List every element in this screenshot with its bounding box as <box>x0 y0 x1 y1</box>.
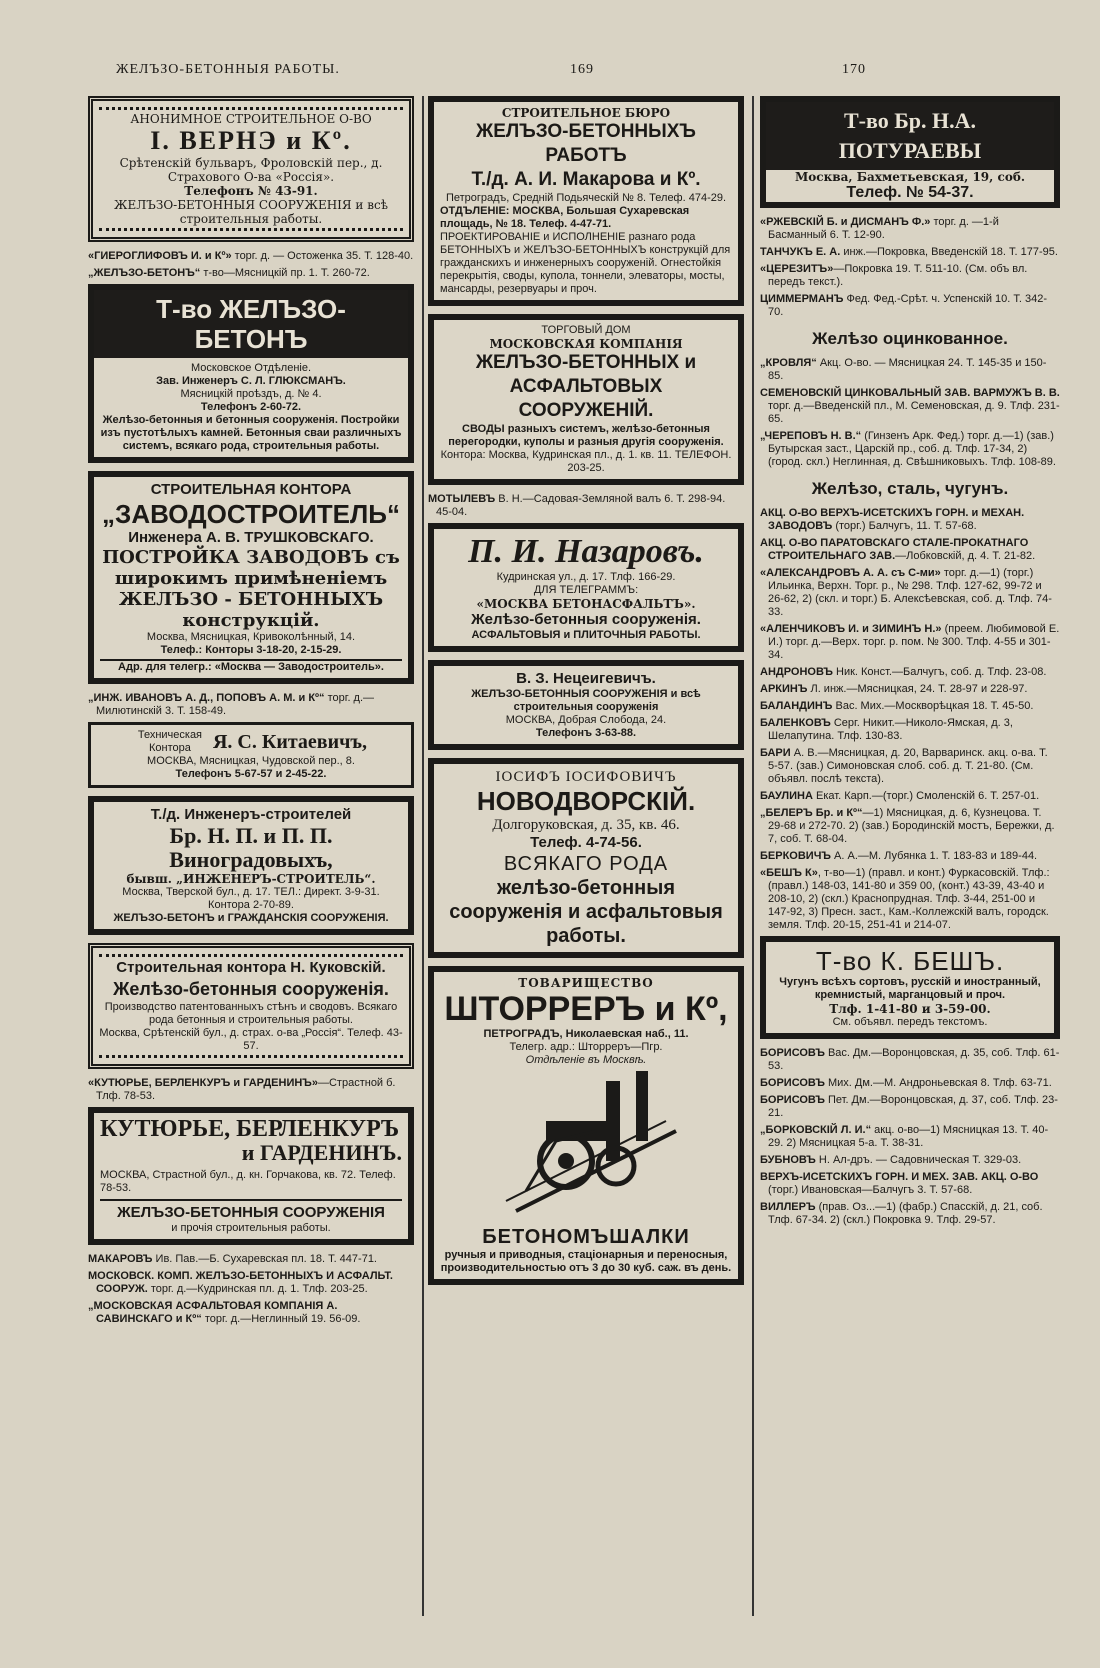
list-item: АКЦ. О-ВО ВЕРХЪ-ИСЕТСКИХЪ ГОРН. и МЕХАН. ЗАВОДОВЪ (торг.) Балчугъ, 11. Т. 57-68. <box>760 507 1025 532</box>
ad-line: СТРОИТЕЛЬНОЕ БЮРО <box>501 106 671 120</box>
ad-line: АНОНИМНОЕ СТРОИТЕЛЬНОЕ О-ВО <box>130 112 372 126</box>
ad-line: и прочія строительныя работы. <box>171 1222 331 1234</box>
ad-line: АСФАЛЬТОВЫЯ и ПЛИТОЧНЫЯ РАБОТЫ. <box>471 629 701 641</box>
ad-line: ЖЕЛЪЗО-БЕТОННЫЯ СООРУЖЕНІЯ <box>100 1199 402 1222</box>
ad-company-name: Я. С. Китаевичъ, <box>212 731 368 753</box>
ad-address: Долгоруковская, д. 35, кв. 46. <box>492 817 680 833</box>
ad-company-name: „ЗАВОДОСТРОИТЕЛЬ“ <box>102 499 400 529</box>
ornament-border <box>99 954 403 957</box>
ornament-border <box>99 228 403 231</box>
list-item: МОСКОВСК. КОМП. ЖЕЛЪЗО-БЕТОННЫХЪ И АСФАЛЬТ. СООРУЖ. торг. д.—Кудринская пл. д. 1. Тлф. 203-25. <box>88 1270 393 1295</box>
ad-company-name: КУТЮРЬЕ, БЕРЛЕНКУРЪ <box>100 1116 400 1142</box>
list-item: СЕМЕНОВСКІЙ ЦИНКОВАЛЬНЫЙ ЗАВ. ВАРМУЖЪ В. В. торг. д.—Введенскій пл., М. Семеновская, д. 9. Тлф. 231-65. <box>760 387 1060 425</box>
ad-line: ТОВАРИЩЕСТВО <box>518 976 654 990</box>
running-title: ЖЕЛЪЗО-БЕТОННЫЯ РАБОТЫ. <box>116 62 340 77</box>
ad-phone: Телефонъ № 43-91. <box>184 184 318 198</box>
ad-phone: Телеф. № 54-37. <box>846 184 974 201</box>
ad-novodvorsky <box>428 758 744 958</box>
concrete-mixer-illustration <box>486 1071 686 1221</box>
column-3 <box>760 96 1060 1231</box>
ad-line: ЖЕЛЪЗО-БЕТОННЫЯ СООРУЖЕНІЯ и всѣ строительныя работы. <box>114 198 388 226</box>
ad-description: ручныя и приводныя, стаціонарныя и переносныя, производительностью отъ 3 до 30 куб. саж. въ день. <box>440 1249 732 1274</box>
ad-telegram: «МОСКВА БЕТОНАСФАЛЬТЪ». <box>476 597 696 611</box>
ad-address: Москва, Тверской бул., д. 17. ТЕЛ.: Директ. 3-9-31. Контора 2-70-89. <box>122 886 380 911</box>
ad-address: ОТДЪЛЕНІЕ: МОСКВА, Большая Сухаревская площадь, № 18. Телеф. 4-47-71. <box>440 205 690 230</box>
ad-description: СВОДЫ разныхъ системъ, желѣзо-бетонныя перегородки, куполы и разныя другія сооруженія. <box>448 423 724 448</box>
ad-description: ЖЕЛЪЗО-БЕТОННЫЯ СООРУЖЕНІЯ и всѣ строительныя сооруженія <box>471 688 701 713</box>
ad-company-name: АСФАЛЬТОВЫХ СООРУЖЕНІЙ. <box>509 376 663 421</box>
list-item: „ЖЕЛЪЗО-БЕТОНЪ“ т-во—Мясницкій пр. 1. Т. 260-72. <box>88 267 370 279</box>
list-item: БАРИ А. В.—Мясницкая, д. 20, Варваринск. акц. о-ва. Т. 5-57. (зав.) Симоновская слоб. соб. д. Т. 21-80. (См. объявл. послѣ текста). <box>760 747 1048 785</box>
ad-description: ПОСТРОЙКА ЗАВОДОВЪ съ широкимъ примѣненіемъ ЖЕЛЪЗО - БЕТОННЫХЪ конструкцій. <box>102 547 400 631</box>
ad-company-name: Бр. Н. П. и П. П. Виноградовыхъ, <box>169 823 333 872</box>
ad-besh <box>760 936 1060 1039</box>
list-item: „ИНЖ. ИВАНОВЪ А. Д., ПОПОВЪ А. М. и Кº“ торг. д.—Милютинскій 3. Т. 158-49. <box>88 692 375 717</box>
list-item: «АЛЕНЧИКОВЪ И. и ЗИМИНЪ Н.» (преем. Любимовой Е. И.) торг. д.—Верх. торг. р. пом. № 300. Тлф. 4-55 и 301-34. <box>760 623 1060 661</box>
ornament-border <box>99 1055 403 1058</box>
ad-description: ПРОЕКТИРОВАНІЕ и ИСПОЛНЕНІЕ разнаго рода БЕТОННЫХЪ и ЖЕЛЪЗО-БЕТОННЫХЪ конструкцій для гражданскихъ и инженерныхъ сооруженій. Огнестойкія перекрытія, своды, купола, тоннели, элеваторы, мосты, мансарды, резервуары и проч. <box>440 231 731 295</box>
column-rule <box>422 96 424 1616</box>
ad-line: СТРОИТЕЛЬНАЯ КОНТОРА <box>150 481 352 498</box>
ornament-border <box>99 107 403 110</box>
ad-company-name: НОВОДВОРСКІЙ. <box>476 786 696 816</box>
ad-moscow-company <box>428 314 744 485</box>
ad-netseigevich <box>428 660 744 750</box>
list-item: АКЦ. О-ВО ПАРАТОВСКАГО СТАЛЕ-ПРОКАТНАГО СТРОИТЕЛЬНАГО ЗАВ.—Лобковскій, д. 4. Т. 21-82. <box>760 537 1036 562</box>
ad-verne <box>88 96 414 242</box>
ad-address: Москва, Бахметьевская, 19, соб. <box>794 170 1026 184</box>
list-item: АРКИНЪ Л. инж.—Мясницкая, 24. Т. 28-97 и 228-97. <box>760 683 1028 695</box>
list-item: БОРИСОВЪ Пет. Дм.—Воронцовская, д. 37, соб. Тлф. 23-21. <box>760 1094 1058 1119</box>
page-number-right: 170 <box>842 62 866 77</box>
list-item: БАУЛИНА Екат. Карп.—(торг.) Смоленскій 6. Т. 257-01. <box>760 790 1040 802</box>
ad-line: ЖЕЛЪЗО-БЕТОННЫХЪ РАБОТЪ <box>476 121 696 166</box>
ad-description: Чугунъ всѣхъ сортовъ, русскій и иностранный, кремнистый, марганцовый и проч. <box>779 976 1041 1001</box>
ad-address: ПЕТРОГРАДЪ, Николаевская наб., 11. <box>483 1028 689 1040</box>
ad-company-name: ШТОРРЕРЪ и Кº, <box>444 990 728 1028</box>
list-item: „БОРКОВСКІЙ Л. И.“ акц. о-во—1) Мясницкая 13. Т. 40-29. 2) Мясницкая 5-а. Т. 38-31. <box>760 1124 1049 1149</box>
ad-description: ЖЕЛЪЗО-БЕТОНЪ и ГРАЖДАНСКІЯ СООРУЖЕНІЯ. <box>113 912 389 924</box>
list-item: БЕРКОВИЧЪ А. А.—М. Лубянка 1. Т. 183-83 и 189-44. <box>760 850 1038 862</box>
ad-line: Техническая Контора <box>137 729 203 754</box>
list-item: ТАНЧУКЪ Е. А. инж.—Покровка, Введенскій 18. Т. 177-95. <box>760 246 1058 258</box>
list-item: „БЕЛЕРЪ Бр. и Кº“—1) Мясницкая, д. 6, Кузнецова. Т. 29-68 и 272-70. 2) (зав.) Бородинскій мостъ, Бережки, д. 7, соб. Т. 68-04. <box>760 807 1055 845</box>
column-1 <box>88 96 414 1330</box>
ad-line: Инженера А. В. ТРУШКОВСКАГО. <box>128 529 374 546</box>
ad-zavodostroitel <box>88 471 414 684</box>
ad-address: Контора: Москва, Кудринская пл., д. 1. кв. 11. ТЕЛЕФОН. 203-25. <box>440 449 732 474</box>
section-heading: Желѣзо оцинкованное. <box>812 329 1008 348</box>
list-item: БАЛЕНКОВЪ Серг. Никит.—Николо-Ямская, д. 3, Шелапутина. Тлф. 130-83. <box>760 717 1013 742</box>
ad-line: Т./д. Инженеръ-строителей <box>150 806 352 823</box>
ad-line: Желѣзо-бетонныя сооруженія. <box>113 979 389 999</box>
list-item: БОРИСОВЪ Вас. Дм.—Воронцовская, д. 35, соб. Тлф. 61-53. <box>760 1047 1060 1072</box>
ad-address: МОСКВА, Страстной бул., д. кн. Горчакова, кв. 72. Телеф. 78-53. <box>100 1169 396 1194</box>
ad-description: Желѣзо-бетонныя и бетонныя сооруженія. Постройки изъ пустотѣлыхъ камней. Бетонныя сваи различныхъ системъ, всякаго рода, строительныя работы. <box>100 414 402 452</box>
ad-address: МОСКВА, Добрая Слобода, 24. <box>505 714 667 726</box>
ad-address: Мясницкій проѣздъ, д. № 4. <box>180 388 322 400</box>
ad-line: МОСКОВСКАЯ КОМПАНІЯ <box>489 337 683 351</box>
ad-phone: Телефонъ 5-67-57 и 2-45-22. <box>175 768 327 780</box>
ad-line: ТОРГОВЫЙ ДОМ <box>541 324 631 336</box>
list-item: БОРИСОВЪ Мих. Дм.—М. Андроньевская 8. Тлф. 63-71. <box>760 1077 1052 1089</box>
ad-kitaevich <box>88 722 414 788</box>
ad-address: Москва, Срѣтенскій бул., д. страх. о-ва „Россія“. Телеф. 43-57. <box>99 1027 403 1052</box>
list-item: «ЦЕРЕЗИТЪ»—Покровка 19. Т. 511-10. (См. объ вл. передъ текст.). <box>760 263 1028 288</box>
ad-kuturie <box>88 1107 414 1245</box>
ad-address: Москва, Мясницкая, Кривоколѣнный, 14. <box>146 631 356 643</box>
ad-telegram: Телегр. адр.: Штоpреръ—Пгр. <box>509 1041 663 1053</box>
ad-company-name: П. И. Назаровъ. <box>468 533 704 570</box>
list-item: „КРОВЛЯ“ Акц. О-во. — Мясницкая 24. Т. 145-35 и 150-85. <box>760 357 1047 382</box>
ad-vinogradovy <box>88 796 414 935</box>
list-item: БУБНОВЪ Н. Ал-дръ. — Садовническая Т. 329-03. <box>760 1154 1022 1166</box>
ad-poturaevy <box>760 96 1060 208</box>
ad-company-name: ЖЕЛЪЗО-БЕТОННЫХ и <box>475 352 697 373</box>
ad-storrer <box>428 966 744 1285</box>
list-item: «РЖЕВСКІЙ Б. и ДИСМАНЪ Ф.» торг. д. —1-й Басманный 6. Т. 12-90. <box>760 216 999 241</box>
ad-line: Желѣзо-бетонныя сооруженія. <box>471 611 701 628</box>
ad-line: бывш. „ИНЖЕНЕРЪ-СТРОИТЕЛЬ“. <box>126 872 376 886</box>
ad-line: ІОСИФЪ ІОСИФОВИЧЪ <box>495 769 677 785</box>
ad-makarov <box>428 96 744 306</box>
ad-line: Московское Отдѣленіе. <box>190 362 312 374</box>
ad-address: Петроградъ, Средній Подьяческій № 8. Телеф. 474-29. <box>445 192 727 204</box>
ad-line: Зав. Инженеръ С. Л. ГЛЮКСМАНЪ. <box>156 375 346 387</box>
ad-company-name: Строительная контора Н. Куковскій. <box>116 959 386 976</box>
ad-line: БЕТОНОМЪШАЛКИ <box>482 1226 690 1248</box>
ad-company-name: Т-во Бр. Н.А. ПОТУРАЕВЫ <box>766 102 1054 170</box>
list-item: АНДРОНОВЪ Ник. Конст.—Балчугъ, соб. д. Тлф. 23-08. <box>760 666 1047 678</box>
list-item: МАКАРОВЪ Ив. Пав.—Б. Сухаревская пл. 18. Т. 447-71. <box>88 1253 377 1265</box>
list-item: «АЛЕКСАНДРОВЪ А. А. съ С-ми» торг. д.—1) (торг.) Ильинка, Верхн. Торг. р., № 298. Тлф. 127-62, 99-72 и 26-62, 2) (скл. и торг.) Б. Алексѣевская, соб. д. Тлф. 74-33. <box>760 567 1052 618</box>
ad-line: См. объявл. передъ текстомъ. <box>832 1016 988 1028</box>
ad-company-name: и ГАРДЕНИНЪ. <box>241 1140 402 1165</box>
ad-phone: Телефонъ 2-60-72. <box>200 401 302 413</box>
list-item: „МОСКОВСКАЯ АСФАЛЬТОВАЯ КОМПАНІЯ А. САВИНСКАГО и Кº“ торг. д.—Неглинный 19. 56-09. <box>88 1300 361 1325</box>
ad-line: Отдѣленіе въ Москвѣ. <box>525 1054 647 1066</box>
ad-phone: Тлф. 1-41-80 и 3-59-00. <box>829 1002 991 1016</box>
ad-company-name: Т-во ЖЕЛЪЗО-БЕТОНЪ <box>94 290 408 358</box>
ad-line: ВСЯКАГО РОДА <box>503 853 669 875</box>
section-heading: Желѣзо, сталь, чугунъ. <box>811 479 1009 498</box>
list-item: ВЕРХЪ-ИСЕТСКИХЪ ГОРН. И МЕХ. ЗАВ. АКЦ. О-ВО (торг.) Ивановская—Балчугъ 3. Т. 57-68. <box>760 1171 1039 1196</box>
list-item: «БЕШЪ К», т-во—1) (правл. и конт.) Фуркасовскій. Тлф.: (правл.) 148-03, 141-80 и 359 00, (конт.) 43-39, 43-40 и 208-10, 2) (скл.) Краснопрудная. Тлф. 3-44, 251-00 и 147-92, 3) Пресн. заст., Кам.-Коллежскій валъ, городск. земля. Тлф. 20-15, 251-41 и 214-07. <box>760 867 1050 931</box>
ad-address: Кудринская ул., д. 17. Тлф. 166-29. <box>496 571 676 583</box>
list-item: «ГИЕРОГЛИФОВЪ И. и Кº» торг. д. — Остоженка 35. Т. 128-40. <box>88 250 414 262</box>
ad-company-name: Т-во К. БЕШЪ. <box>815 946 1005 976</box>
column-2 <box>428 96 744 1293</box>
ad-company-name: Т./д. А. И. Макарова и Кº. <box>471 169 701 190</box>
page-number-left: 169 <box>570 62 594 77</box>
list-item: МОТЫЛЕВЪ В. Н.—Садовая-Земляной валъ 6. Т. 298-94. 45-04. <box>428 493 726 518</box>
ad-description: желѣзо-бетонныя сооруженія и асфальтовыя работы. <box>449 877 723 947</box>
ad-address: Срѣтенскій бульваръ, Фроловскій пер., д. Страхового О-ва «Россія». <box>119 156 383 184</box>
ad-company-name: I. ВЕРНЭ и Кº. <box>150 126 352 155</box>
ad-kukovsky <box>88 943 414 1069</box>
ad-nazarov <box>428 523 744 652</box>
list-item: ЦИММЕРМАНЪ Фед. Фед.-Срѣт. ч. Успенскій 10. Т. 342-70. <box>760 293 1048 318</box>
ad-company-name: В. З. Нецеигевичъ. <box>516 670 656 687</box>
column-rule <box>752 96 754 1616</box>
ad-zhelezo-beton <box>88 284 414 463</box>
list-item: БАЛАНДИНЪ Вас. Мих.—Москворѣцкая 18. Т. 45-50. <box>760 700 1034 712</box>
ad-line: ДЛЯ ТЕЛЕГРАММЪ: <box>533 584 639 596</box>
list-item: ВИЛЛЕРЪ (прав. Оз...—1) (фабр.) Спасскій, д. 21, соб. Тлф. 67-34. 2) (скл.) Покровка 9. Тлф. 29-57. <box>760 1201 1043 1226</box>
ad-phone: Телеф.: Конторы 3-18-20, 2-15-29. <box>160 644 342 656</box>
list-item: «КУТЮРЬЕ, БЕРЛЕНКУРЪ и ГАРДЕНИНЪ»—Страстной б. Тлф. 78-53. <box>88 1077 396 1102</box>
ad-phone: Телефонъ 3-63-88. <box>535 727 637 739</box>
ad-phone: Телеф. 4-74-56. <box>530 834 642 851</box>
ad-telegram: Адр. для телегр.: «Москва — Заводостроитель». <box>100 659 402 674</box>
list-item: „ЧЕРЕПОВЪ Н. В.“ (Гинзенъ Арк. Фед.) торг. д.—1) (зав.) Бутырская заст., Царскій пр., соб. д. Тлф. 17-34, 2) (город. скл.) Неглинная, д. Свѣшниковыхъ. Тлф. 108-89. <box>760 430 1056 468</box>
ad-address: МОСКВА, Мясницкая, Чудовской пер., 8. <box>147 755 355 767</box>
ad-description: Производство патентованныхъ стѣнъ и сводовъ. Всякаго рода бетонныя и строительныя работы. <box>104 1001 398 1026</box>
